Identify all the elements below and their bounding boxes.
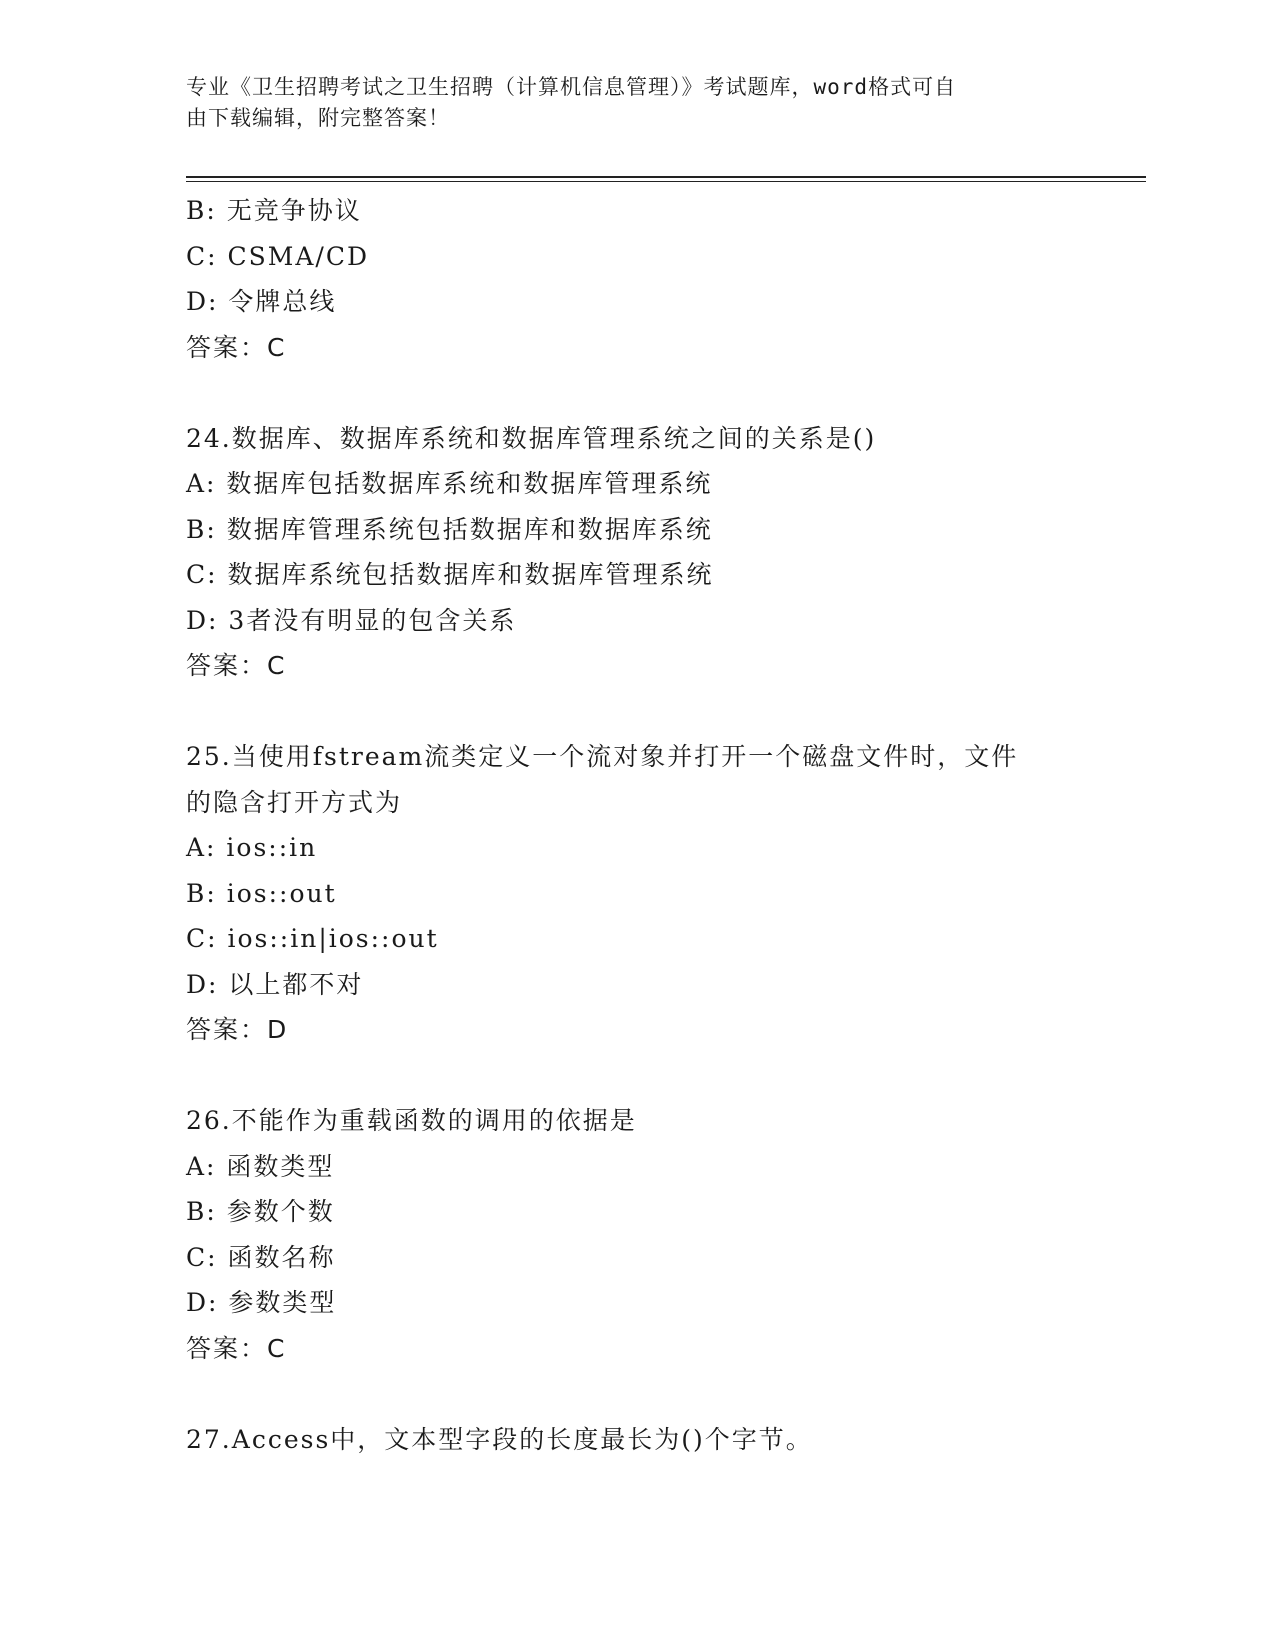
option-c: C: 函数名称 [186, 1242, 336, 1272]
option-d: D: 参数类型 [186, 1288, 337, 1317]
option-b: B: 数据库管理系统包括数据库和数据库系统 [186, 514, 713, 544]
answer-line: 答案：D [186, 1015, 289, 1044]
option-a: A: ios::in [186, 833, 318, 862]
answer-line: 答案：C [186, 651, 287, 680]
answer-line: 答案：C [186, 1333, 287, 1363]
option-c: C: CSMA/CD [186, 241, 370, 271]
document-header [186, 72, 1066, 134]
option-c: C: 数据库系统包括数据库和数据库管理系统 [186, 560, 714, 589]
option-d: D: 以上都不对 [186, 969, 364, 999]
option-b: B: 参数个数 [186, 1197, 335, 1226]
question-stem: 27.Access中，文本型字段的长度最长为()个字节。 [186, 1424, 813, 1454]
spacer [186, 370, 1086, 416]
question-list [186, 188, 1086, 1462]
question-stem: 26.不能作为重载函数的调用的依据是 [186, 1106, 637, 1135]
header-divider-thick [186, 176, 1146, 178]
option-a: A: 数据库包括数据库系统和数据库管理系统 [186, 469, 713, 498]
header-line-1: 专业《卫生招聘考试之卫生招聘（计算机信息管理）》考试题库，word格式可自 [186, 75, 957, 99]
question-27 [186, 1417, 1086, 1463]
option-c: C: ios::in|ios::out [186, 924, 439, 953]
question-23-continued [186, 188, 1086, 370]
option-d: D: 3者没有明显的包含关系 [186, 605, 517, 635]
spacer [186, 1053, 1086, 1099]
question-25 [186, 734, 1086, 1053]
option-b: B: ios::out [186, 878, 337, 908]
question-stem-continued: 的隐含打开方式为 [186, 787, 403, 817]
answer-line: 答案：C [186, 332, 287, 362]
spacer [186, 1371, 1086, 1417]
header-divider-thin [186, 181, 1146, 182]
question-24 [186, 416, 1086, 689]
question-stem: 25.当使用fstream流类定义一个流对象并打开一个磁盘文件时，文件 [186, 742, 1019, 771]
option-d: D: 令牌总线 [186, 287, 337, 316]
header-line-2: 由下载编辑，附完整答案！ [186, 106, 450, 130]
question-stem: 24.数据库、数据库系统和数据库管理系统之间的关系是() [186, 423, 877, 453]
question-26 [186, 1098, 1086, 1371]
spacer [186, 689, 1086, 735]
option-a: A: 函数类型 [186, 1151, 335, 1181]
option-b: B: 无竞争协议 [186, 196, 362, 225]
